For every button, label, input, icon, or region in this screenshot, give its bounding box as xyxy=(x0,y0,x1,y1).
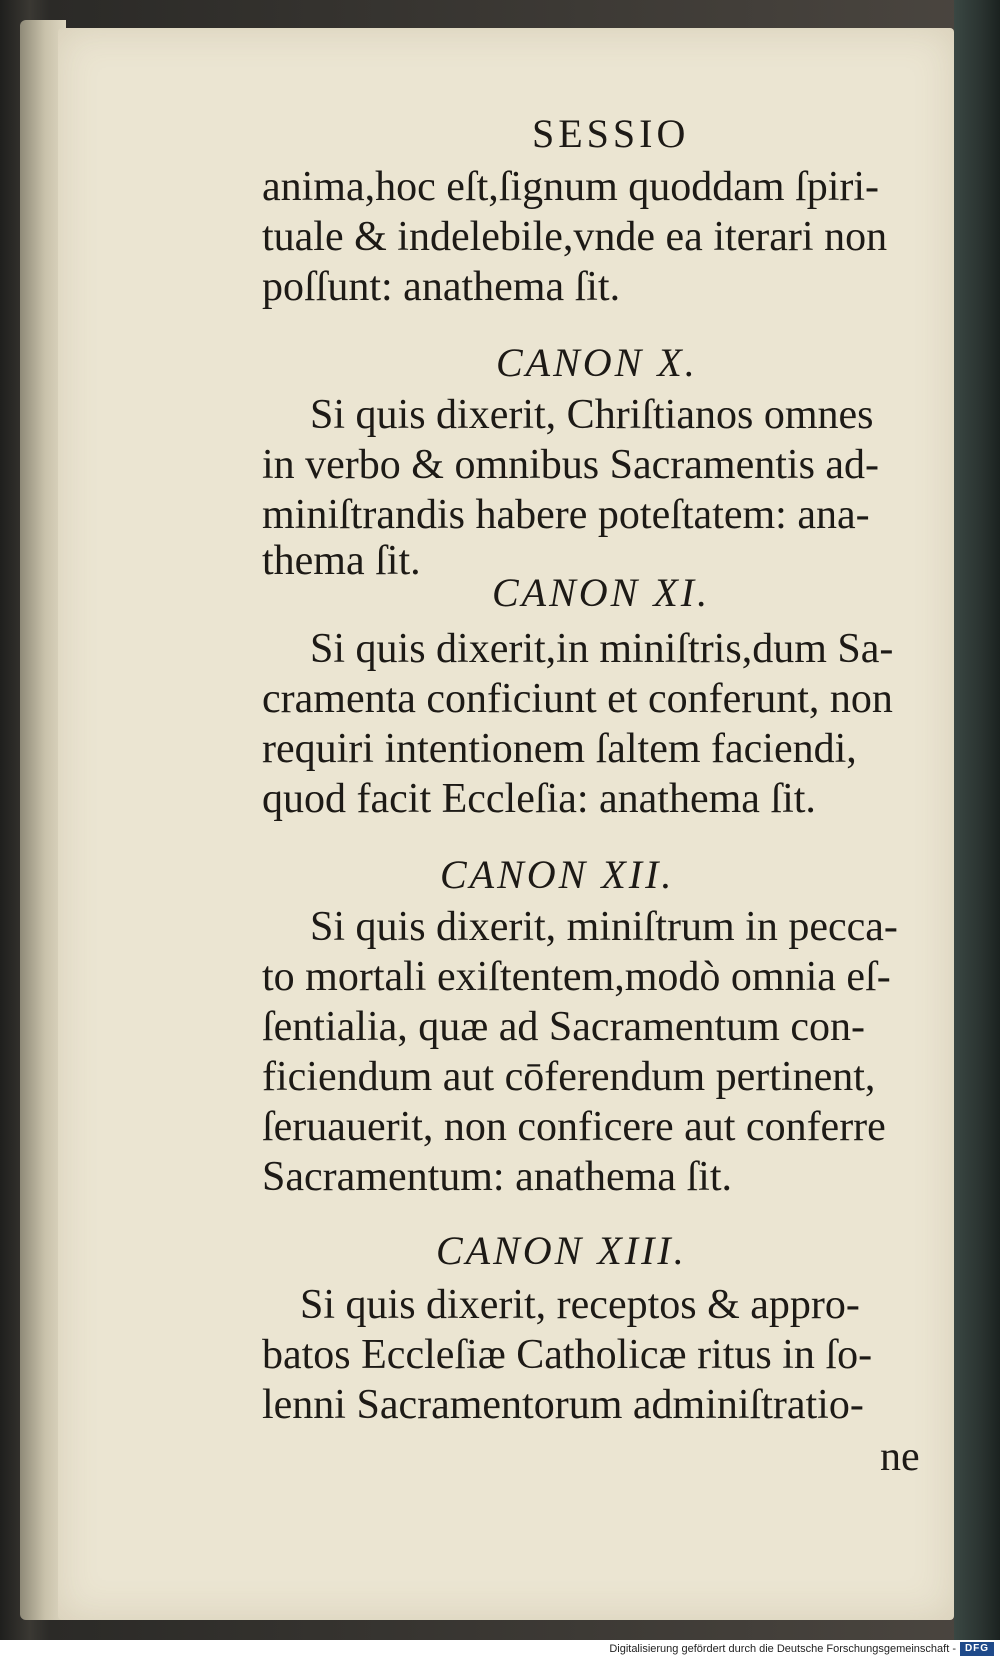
text-line: Si quis dixerit, Chriſtianos omnes xyxy=(310,392,874,438)
running-head: SESSIO xyxy=(532,111,690,156)
canon-heading: CANON XI. xyxy=(492,570,711,615)
book-cover-edge xyxy=(954,0,1000,1640)
text-line: ficiendum aut cōferendum pertinent, xyxy=(262,1054,876,1100)
text-line: cramenta conficiunt et conferunt, non xyxy=(262,676,893,722)
text-line: thema ſit. xyxy=(262,538,421,584)
text-line: lenni Sacramentorum adminiſtratio- xyxy=(262,1382,864,1428)
text-line: Si quis dixerit,in miniſtris,dum Sa- xyxy=(310,626,894,672)
text-line: Si quis dixerit, miniſtrum in pecca- xyxy=(310,904,898,950)
text-line: miniſtrandis habere poteſtatem: ana- xyxy=(262,492,870,538)
text-line: Si quis dixerit, receptos & appro- xyxy=(300,1282,860,1328)
text-line: ſeruauerit, non conficere aut conferre xyxy=(262,1104,886,1150)
text-line: batos Eccleſiæ Catholicæ ritus in ſo- xyxy=(262,1332,873,1378)
text-line: poſſunt: anathema ſit. xyxy=(262,264,621,310)
text-line: in verbo & omnibus Sacramentis ad- xyxy=(262,442,880,488)
text-line: anima,hoc eſt,ſignum quoddam ſpiri- xyxy=(262,164,880,210)
canon-heading: CANON X. xyxy=(496,340,698,385)
text-line: Sacramentum: anathema ſit. xyxy=(262,1154,732,1200)
text-line: to mortali exiſtentem,modò omnia eſ- xyxy=(262,954,891,1000)
catchword: ne xyxy=(880,1434,920,1480)
footer-credit: Digitalisierung gefördert durch die Deutsche Forschungsgemeinschaft - xyxy=(609,1643,956,1655)
canon-heading: CANON XIII. xyxy=(436,1228,687,1273)
dfg-logo-icon: DFG xyxy=(960,1642,994,1656)
text-line: ſentialia, quæ ad Sacramentum con- xyxy=(262,1004,865,1050)
text-line: quod facit Eccleſia: anathema ſit. xyxy=(262,776,816,822)
text-line: requiri intentionem ſaltem faciendi, xyxy=(262,726,857,772)
text-line: tuale & indelebile,vnde ea iterari non xyxy=(262,214,888,260)
canon-heading: CANON XII. xyxy=(440,852,675,897)
